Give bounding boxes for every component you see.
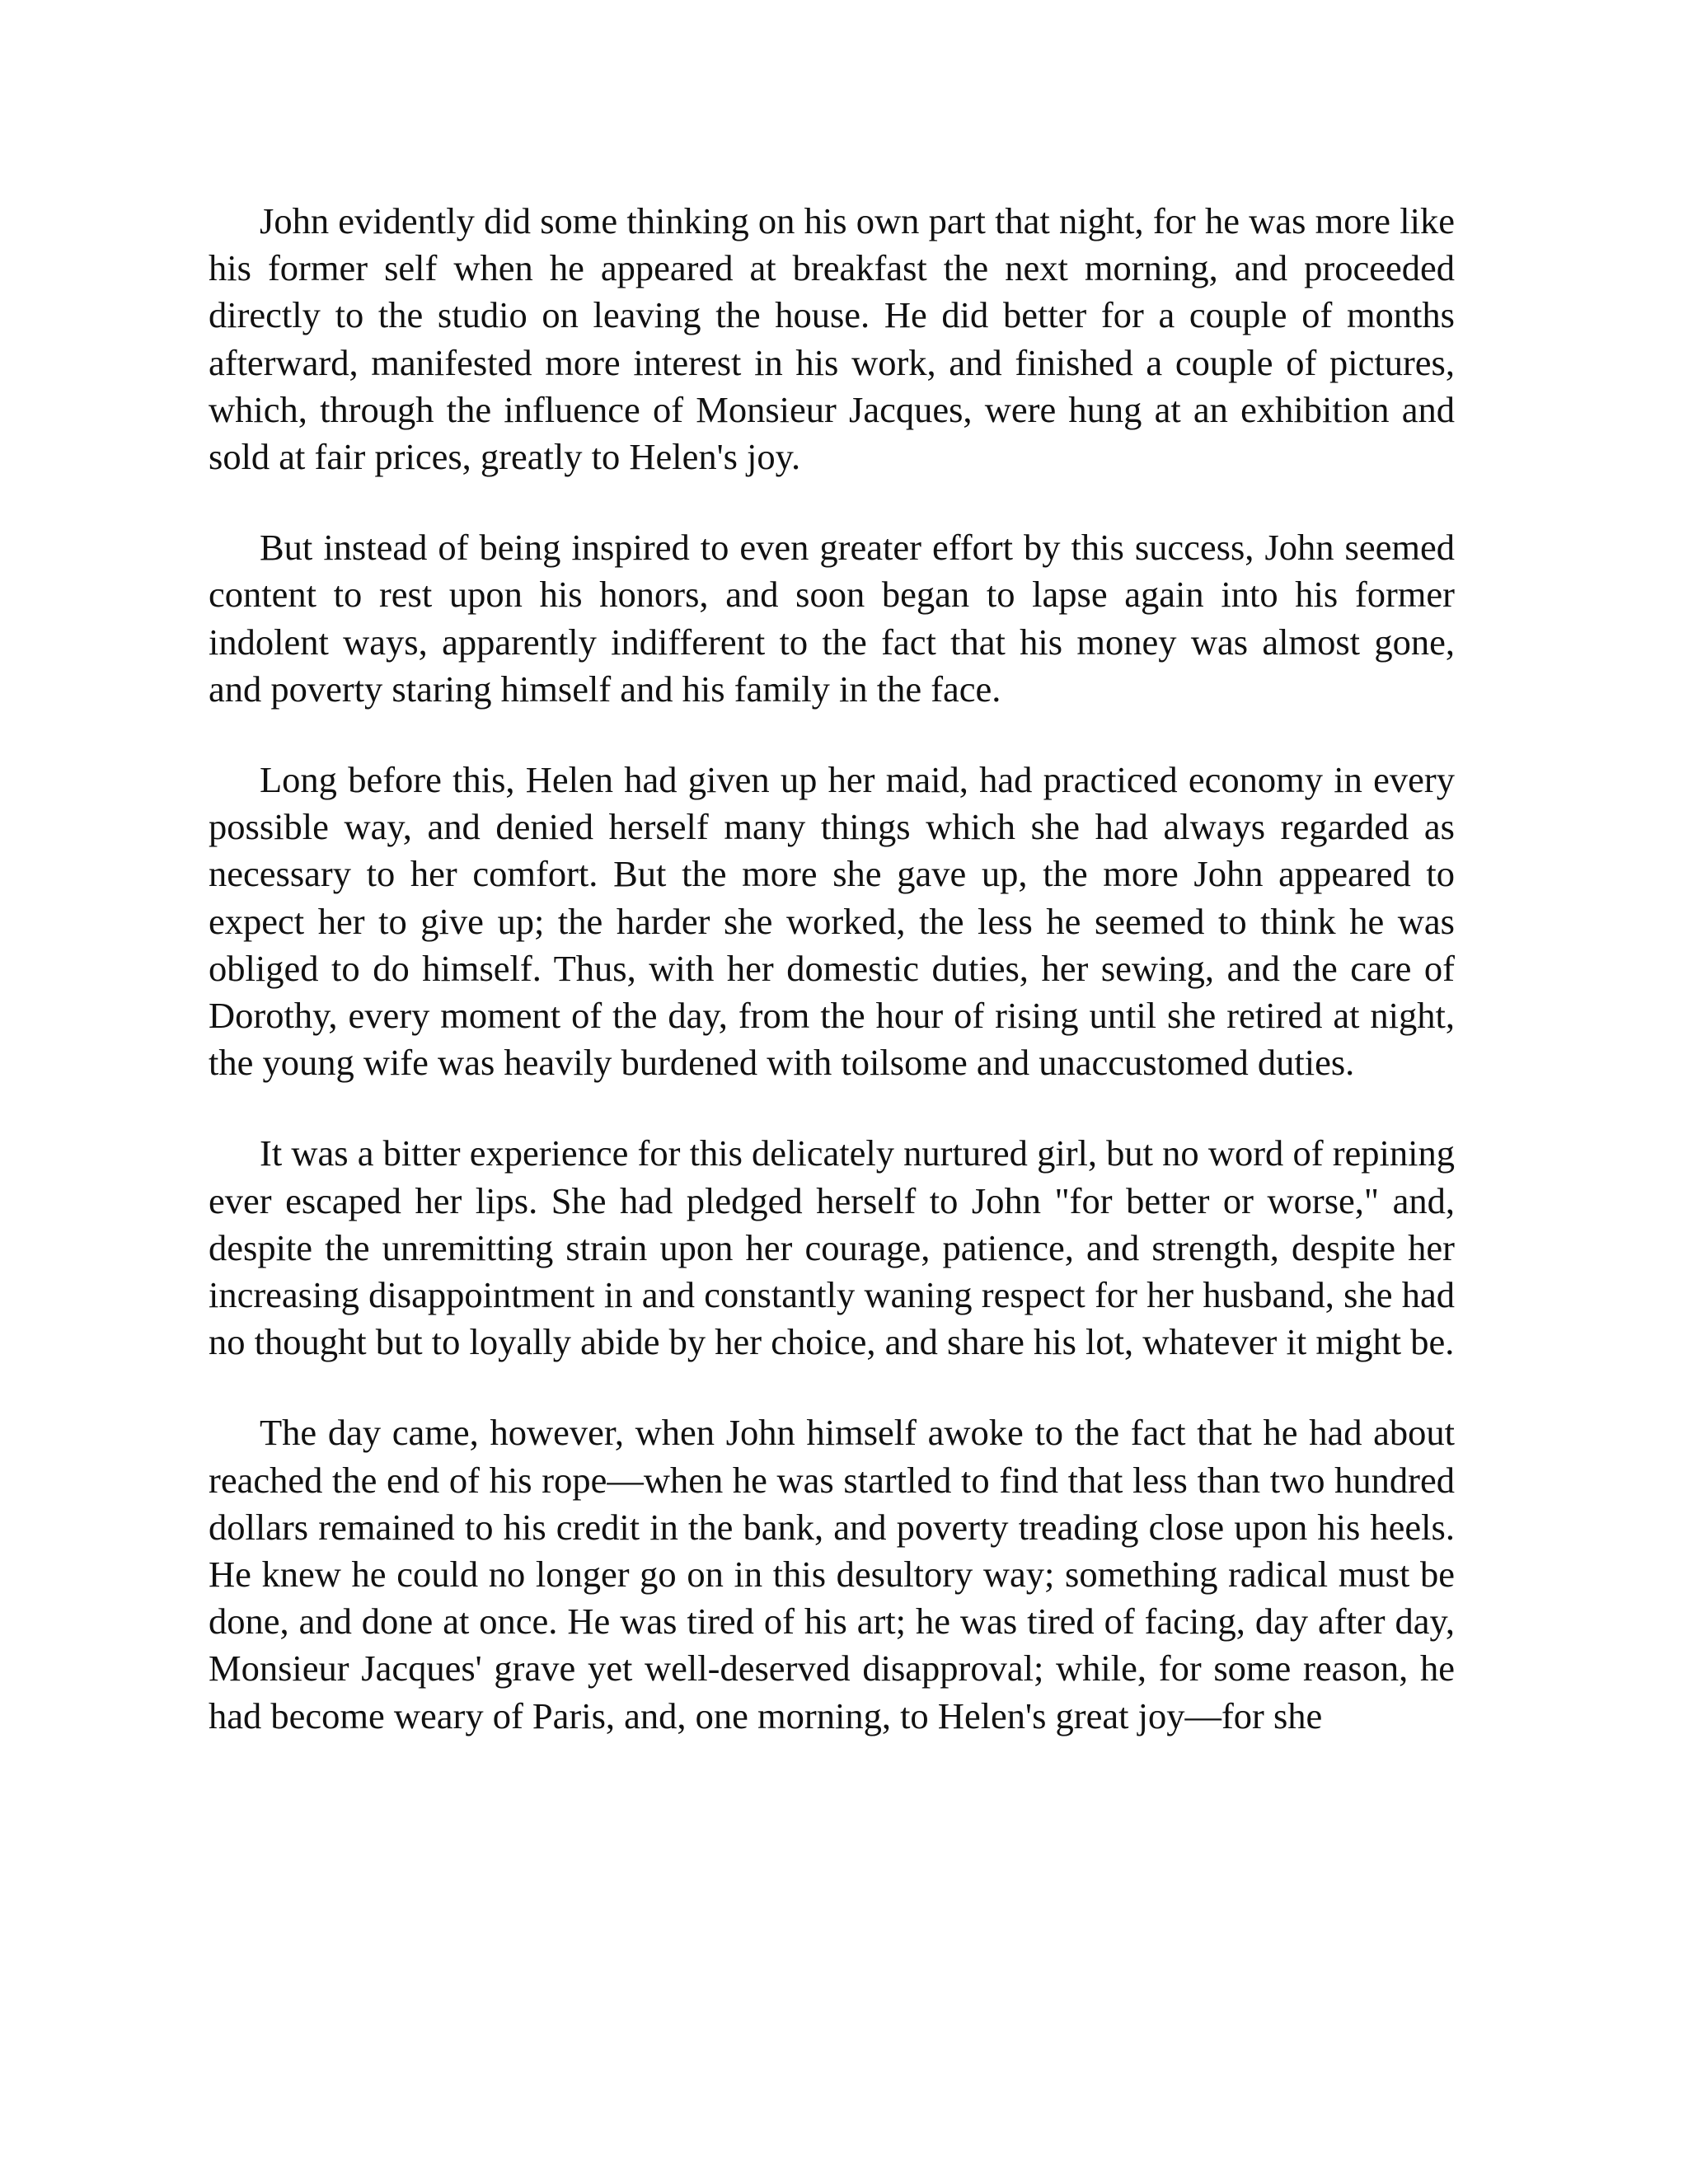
paragraph: John evidently did some thinking on his own part that night, for he was more like his former self when he appeared at breakfast the next morning, and proceeded directly to the studio on leaving the house. He did better for a couple of months afterward, manifested more interest in his work, and finished a couple of pictures, which, through the influence of Monsieur Jacques, were hung at an exhibition and sold at fair prices, greatly to Helen's joy. xyxy=(209,200,1455,478)
paragraph: But instead of being inspired to even greater effort by this success, John seemed content to rest upon his honors, and soon began to lapse again into his former indolent ways, apparently indifferent to the fact that his money was almost gone, and poverty staring himself and his family in the face. xyxy=(209,527,1455,710)
paragraph: The day came, however, when John himself awoke to the fact that he had about reached the end of his rope—when he was startled to find that less than two hundred dollars remained to his credit in the bank, and poverty treading close upon his heels. He knew he could no longer go on in this desultory way; something radical must be done, and done at once. He was tired of his art; he was tired of facing, day after day, Monsieur Jacques' grave yet well-deserved disapproval; while, for some reason, he had become weary of Paris, and, one morning, to Helen's great joy—for she xyxy=(209,1412,1455,1736)
document-page xyxy=(209,198,1455,1740)
paragraph: Long before this, Helen had given up her maid, had practiced economy in every possible way, and denied herself many things which she had always regarded as necessary to her comfort. But the more she gave up, the more John appeared to expect her to give up; the harder she worked, the less he seemed to think he was obliged to do himself. Thus, with her domestic duties, her sewing, and the care of Dorothy, every moment of the day, from the hour of rising until she retired at night, the young wife was heavily burdened with toilsome and unaccustomed duties. xyxy=(209,759,1455,1084)
paragraph: It was a bitter experience for this delicately nurtured girl, but no word of repining ever escaped her lips. She had pledged herself to John "for better or worse," and, despite the unremitting strain upon her courage, patience, and strength, despite her increasing disappointment in and constantly waning respect for her husband, she had no thought but to loyally abide by her choice, and share his lot, whatever it might be. xyxy=(209,1132,1455,1363)
